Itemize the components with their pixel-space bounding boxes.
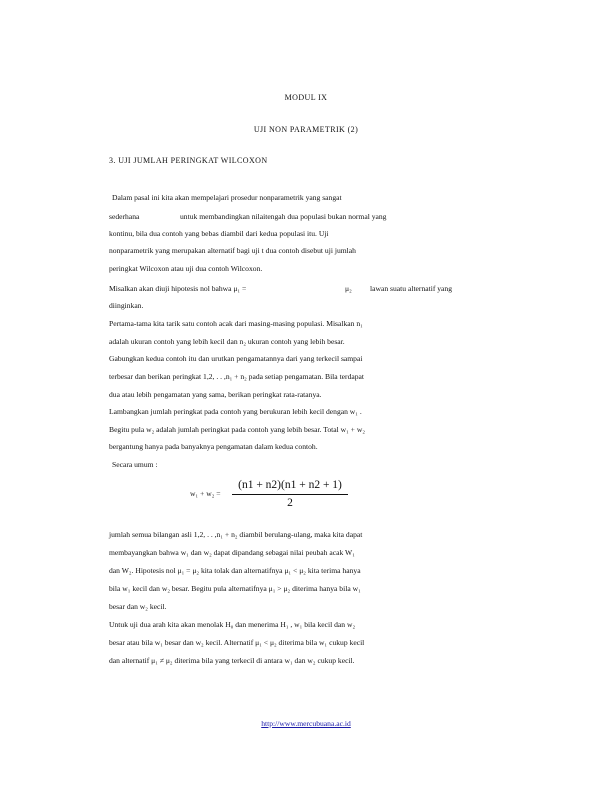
paragraph-line: jumlah semua bilangan asli 1,2, . . ,n₁ + n₂ diambil berulang-ulang, maka kita dapat [109,530,363,539]
paragraph-line: dua atau lebih pengamatan yang sama, berikan peringkat rata-ratanya. [109,390,322,399]
rank-sum-formula [190,478,370,508]
formula-numerator: (n1 + n2)(n1 + n2 + 1) [238,479,342,491]
paragraph-line: bergantung hanya pada banyaknya pengamatan dalam kedua contoh. [109,442,318,451]
paragraph-line: membayangkan bahwa w₁ dan w₂ dapat dipandang sebagai nilai peubah acak W₁ [109,548,355,557]
paragraph-line: dan alternatif μ₁ ≠ μ₂ diterima bila yang terkecil di antara w₁ dan w₂ cukup kecil. [109,656,355,665]
formula-denominator: 2 [287,497,293,509]
fraction-bar [232,494,348,495]
footer-link[interactable]: http://www.mercubuana.ac.id [261,719,351,728]
formula-lhs: w₁ + w₂ = [190,489,221,498]
paragraph-line: besar atau bila w₁ besar dan w₂ kecil. Alternatif μ₁ < μ₂ diterima bila w₁ cukup kecil [109,638,365,647]
paragraph-line: adalah ukuran contoh yang lebih kecil dan n₂ ukuran contoh yang lebih besar. [109,337,345,346]
paragraph-line: dan W₂. Hipotesis nol μ₁ = μ₂ kita tolak dan alternatifnya μ₁ < μ₂ kita terima hanya [109,566,361,575]
paragraph-line: sederhana [109,212,140,221]
hypothesis-mu2: μ₂ [345,284,352,293]
paragraph-line: Untuk uji dua arah kita akan menolak H₀ dan menerima H₁ , w₁ bila kecil dan w₂ [109,620,356,629]
module-title: MODUL IX [284,93,328,102]
paragraph-line: terbesar dan berikan peringkat 1,2, . . ,n₁ + n₂ pada setiap pengamatan. Bila terdapat [109,372,365,381]
paragraph-line: untuk membandingkan nilaitengah dua populasi bukan normal yang [180,212,387,221]
paragraph-line: Dalam pasal ini kita akan mempelajari prosedur nonparametrik yang sangat [112,193,342,202]
paragraph-line: Pertama-tama kita tarik satu contoh acak dari masing-masing populasi. Misalkan n₁ [109,319,363,328]
hypothesis-alternative: lawan suatu alternatif yang [370,284,453,293]
module-subtitle: UJI NON PARAMETRIK (2) [253,125,359,134]
paragraph-line: nonparametrik yang merupakan alternatif bagi uji t dua contoh disebut uji jumlah [109,246,356,255]
paragraph-line: peringkat Wilcoxon atau uji dua contoh Wilcoxon. [109,264,263,273]
paragraph-line: Secara umum : [112,460,158,469]
paragraph-line: Gabungkan kedua contoh itu dan urutkan pengamatannya dari yang terkecil sampai [109,354,363,363]
paragraph-line: diinginkan. [109,301,144,310]
hypothesis-line: Misalkan akan diuji hipotesis nol bahwa μ₁ = [109,284,247,293]
page-footer [0,719,612,728]
section-heading: 3. UJI JUMLAH PERINGKAT WILCOXON [109,156,268,165]
paragraph-line: bila w₁ kecil dan w₂ besar. Begitu pula alternatifnya μ₁ > μ₂ diterima hanya bila w₁ [109,584,361,593]
paragraph-line: Lambangkan jumlah peringkat pada contoh yang berukuran lebih kecil dengan w₁ . [109,407,362,416]
paragraph-line: Begitu pula w₂ adalah jumlah peringkat pada contoh yang lebih besar. Total w₁ + w₂ [109,425,365,434]
paragraph-line: kontinu, bila dua contoh yang bebas diambil dari kedua populasi itu. Uji [109,229,329,238]
paragraph-line: besar dan w₂ kecil. [109,602,167,611]
